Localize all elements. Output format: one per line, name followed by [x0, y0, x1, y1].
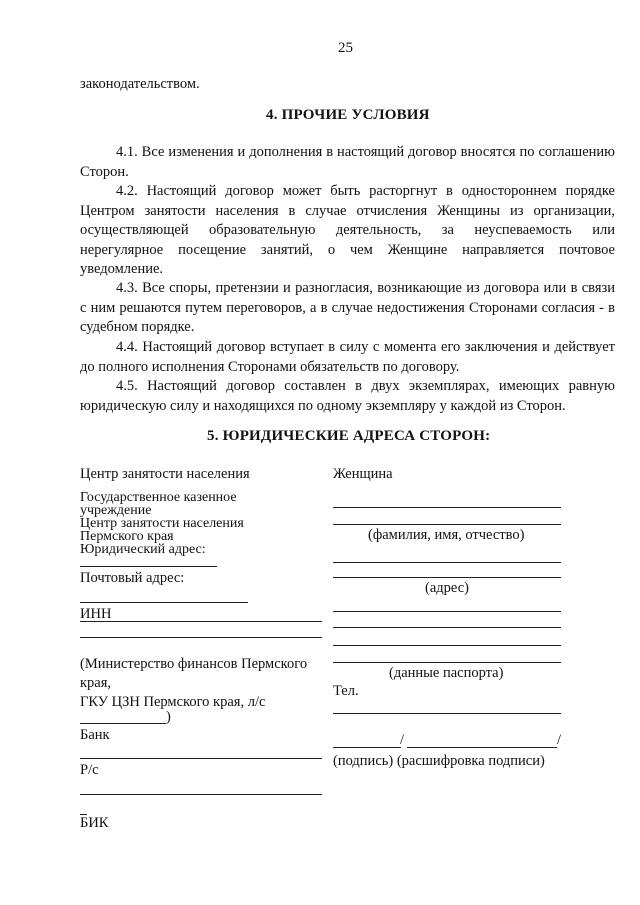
signature-slash: / [400, 732, 405, 748]
woman-heading: Женщина [333, 466, 393, 482]
org-line-2: учреждение [80, 503, 152, 518]
bank-label: Банк [80, 727, 110, 743]
passport-line-3 [333, 645, 561, 646]
postal-address-label: Почтовый адрес: [80, 570, 185, 586]
passport-line-2 [333, 627, 561, 628]
signature-caption: (подпись) (расшифровка подписи) [333, 753, 545, 769]
clause-4-1: 4.1. Все изменения и дополнения в настоящий договор вносятся по соглашению Сторон. [80, 144, 615, 180]
address-line-1 [333, 562, 561, 563]
clause-4-4: 4.4. Настоящий договор вступает в силу с момента его заключения и действует до полного исполнения Сторонами обязательств по договору. [80, 339, 615, 375]
gku-line: ГКУ ЦЗН Пермского края, л/с [80, 694, 266, 710]
passport-caption: (данные паспорта) [389, 665, 504, 681]
clause-4-3: 4.3. Все споры, претензии и разногласия, возникающие из договора или в связи с ним решаются путем переговоров, а в случае недостижения Сторонами согласия - в судебном порядке. [80, 280, 615, 335]
legal-address-line [80, 566, 217, 567]
account-line [80, 723, 166, 724]
fio-line-1 [333, 507, 561, 508]
page-number: 25 [338, 40, 353, 56]
address-line-2 [333, 577, 561, 578]
rs-line [80, 794, 322, 795]
ministry-line-1: (Министерство финансов Пермского [80, 656, 308, 672]
org-line-3: Центр занятости населения [80, 516, 244, 531]
phone-label: Тел. [333, 683, 359, 699]
bank-line [80, 758, 322, 759]
passport-line-1 [333, 611, 561, 612]
bik-label: БИК [80, 815, 109, 831]
clause-4-2: 4.2. Настоящий договор может быть расторгнут в одностороннем порядке Центром занятости населения в случае отчисления Женщины из организации, осуществляющей образовательную деятельность, за неуспеваемость или нерегулярное посещение занятий, о чем Женщине направляется почтовое уведомление. [80, 183, 615, 277]
legal-address-label: Юридический адрес: [80, 542, 206, 557]
inn-label: ИНН [80, 606, 112, 622]
clause-4-5: 4.5. Настоящий договор составлен в двух экземплярах, имеющих равную юридическую силу и находящихся по одному экземпляру у каждой из Сторон. [80, 378, 615, 414]
lead-text: законодательством. [80, 76, 200, 92]
org-line-1: Государственное казенное [80, 490, 237, 505]
fio-caption: (фамилия, имя, отчество) [368, 527, 525, 543]
phone-line [333, 713, 561, 714]
org-line-4: Пермского края [80, 529, 174, 544]
fio-line-2 [333, 524, 561, 525]
inn-line-1 [80, 621, 322, 622]
address-caption: (адрес) [425, 580, 469, 596]
signature-decoding-line [407, 747, 557, 748]
rs-label: Р/с [80, 762, 99, 778]
employment-center-heading: Центр занятости населения [80, 466, 250, 482]
gku-close-paren: ) [166, 709, 171, 725]
ministry-line-2: края, [80, 675, 112, 691]
signature-line [333, 747, 401, 748]
inn-line-2 [80, 637, 322, 638]
passport-line-4 [333, 662, 561, 663]
section-4-title: 4. ПРОЧИЕ УСЛОВИЯ [266, 107, 430, 123]
section-5-title: 5. ЮРИДИЧЕСКИЕ АДРЕСА СТОРОН: [207, 428, 491, 444]
postal-address-line [80, 602, 248, 603]
signature-end-slash: / [557, 732, 562, 748]
